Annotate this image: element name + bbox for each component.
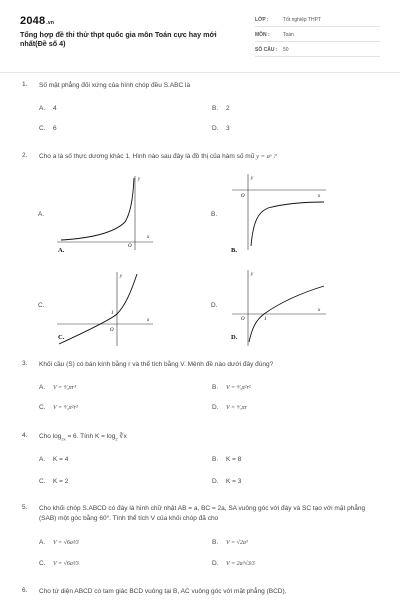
option-a[interactable]: A. V = √6a³⁄3 [39, 539, 79, 546]
option-b[interactable]: B. V = √2a³ [212, 539, 248, 546]
svg-text:y: y [251, 176, 254, 181]
question-text: Cho khối chóp S.ABCD có đáy là hình chữ nhật AB = a, BC = 2a, SA vuông góc với đáy và SC tạo với mặt phẳng (SAB) một góc bằng 60°. Tính thể tích V của khối chóp đã cho [39, 505, 366, 522]
option-a-label[interactable]: A. [38, 211, 45, 218]
site-logo[interactable] [20, 15, 54, 27]
svg-text:1: 1 [264, 317, 267, 322]
svg-text:x: x [147, 318, 150, 323]
meta-key: SỐ CÂU : [255, 47, 278, 53]
option-d[interactable]: D. V = 2a³√3⁄3 [212, 560, 255, 567]
svg-text:x: x [147, 235, 150, 240]
page-header [0, 0, 400, 72]
option-a[interactable]: A. V = ⁴⁄₃πr³ [39, 384, 76, 391]
option-d[interactable]: D. 3 [212, 125, 230, 132]
svg-text:x: x [318, 194, 321, 199]
question-number: 3. [22, 360, 28, 367]
logo-sub: .vn [46, 20, 55, 26]
graph-a-svg [55, 172, 155, 252]
option-a[interactable]: A. 4 [39, 105, 57, 112]
logo-main: 2048 [20, 15, 46, 27]
header-divider [0, 72, 400, 73]
graph-b[interactable] [228, 172, 328, 252]
option-d-label[interactable]: D. [211, 302, 218, 309]
meta-value: 50 [283, 47, 289, 53]
option-d[interactable]: D. V = ⁴⁄₃πr [212, 404, 248, 411]
graph-d[interactable] [228, 268, 328, 348]
question-text: Cho tứ diện ABCD có tam giác BCD vuông tại B, AC vuông góc với mặt phẳng (BCD), [39, 588, 287, 595]
meta-value: Tốt nghiệp THPT [283, 17, 321, 23]
question-text: Số mặt phẳng đối xứng của hình chóp đều S.ABC là [39, 82, 191, 89]
option-c[interactable]: C. K = 2 [39, 478, 69, 485]
question-text: Cho a là số thực dương khác 1. Hình nào sau đây là đồ thị của hàm số mũ y = aˣ ? [39, 153, 277, 160]
option-c-label[interactable]: C. [38, 302, 45, 309]
question-number: 2. [22, 152, 28, 159]
question-number: 6. [22, 587, 28, 594]
svg-text:O: O [241, 317, 245, 322]
svg-text:y: y [138, 177, 141, 182]
graph-a-caption: A. [58, 247, 65, 254]
question-number: 5. [22, 504, 28, 511]
option-d[interactable]: D. K = 3 [212, 478, 242, 485]
option-b-label[interactable]: B. [211, 211, 218, 218]
meta-grade [255, 15, 380, 27]
question-6 [22, 587, 382, 599]
question-text: Cho $\log_{2x} = 6$. Tính $K = \log_2$ ∛x [39, 433, 127, 442]
question-number: 4. [22, 432, 28, 439]
question-1 [22, 81, 382, 141]
meta-subject [255, 30, 380, 42]
graph-b-svg [228, 172, 328, 252]
meta-key: LỚP : [255, 17, 269, 23]
svg-text:x: x [318, 308, 321, 313]
formula: y = aˣ ? [256, 153, 277, 160]
option-c[interactable]: C. 6 [39, 125, 57, 132]
question-number: 1. [22, 81, 28, 88]
option-a[interactable]: A. K = 4 [39, 456, 69, 463]
svg-text:y: y [251, 272, 254, 277]
option-b[interactable]: B. V = ⁴⁄₃π²r² [212, 384, 251, 391]
svg-text:y: y [120, 274, 123, 279]
graph-a[interactable] [55, 172, 155, 252]
graph-d-caption: D. [231, 334, 238, 341]
question-text: Khối cầu (S) có bán kính bằng r và thể tích bằng V. Mệnh đề nào dưới đây đúng? [39, 361, 274, 368]
svg-text:O: O [128, 244, 132, 249]
graph-c-svg [55, 268, 155, 348]
graph-d-svg [228, 268, 328, 348]
option-c[interactable]: C. V = ⁴⁄₃π²r³ [39, 404, 78, 411]
question-5 [22, 504, 382, 580]
svg-text:O: O [110, 328, 114, 333]
graph-c-caption: C. [58, 334, 65, 341]
page-title: Tổng hợp đề thi thử thpt quốc gia môn Toán cực hay mới nhất(Đề số 4) [20, 30, 217, 48]
graph-c[interactable] [55, 268, 155, 348]
question-4 [22, 432, 382, 494]
option-b[interactable]: B. 2 [212, 105, 230, 112]
meta-value: Toán [283, 32, 294, 38]
svg-text:O: O [241, 194, 245, 199]
meta-count [255, 45, 380, 57]
meta-key: MÔN : [255, 32, 270, 38]
option-b[interactable]: B. K = 8 [212, 456, 242, 463]
question-3 [22, 360, 382, 422]
graph-b-caption: B. [231, 247, 237, 254]
option-c[interactable]: C. V = √6a³⁄3 [39, 560, 79, 567]
svg-text:1: 1 [111, 311, 114, 316]
